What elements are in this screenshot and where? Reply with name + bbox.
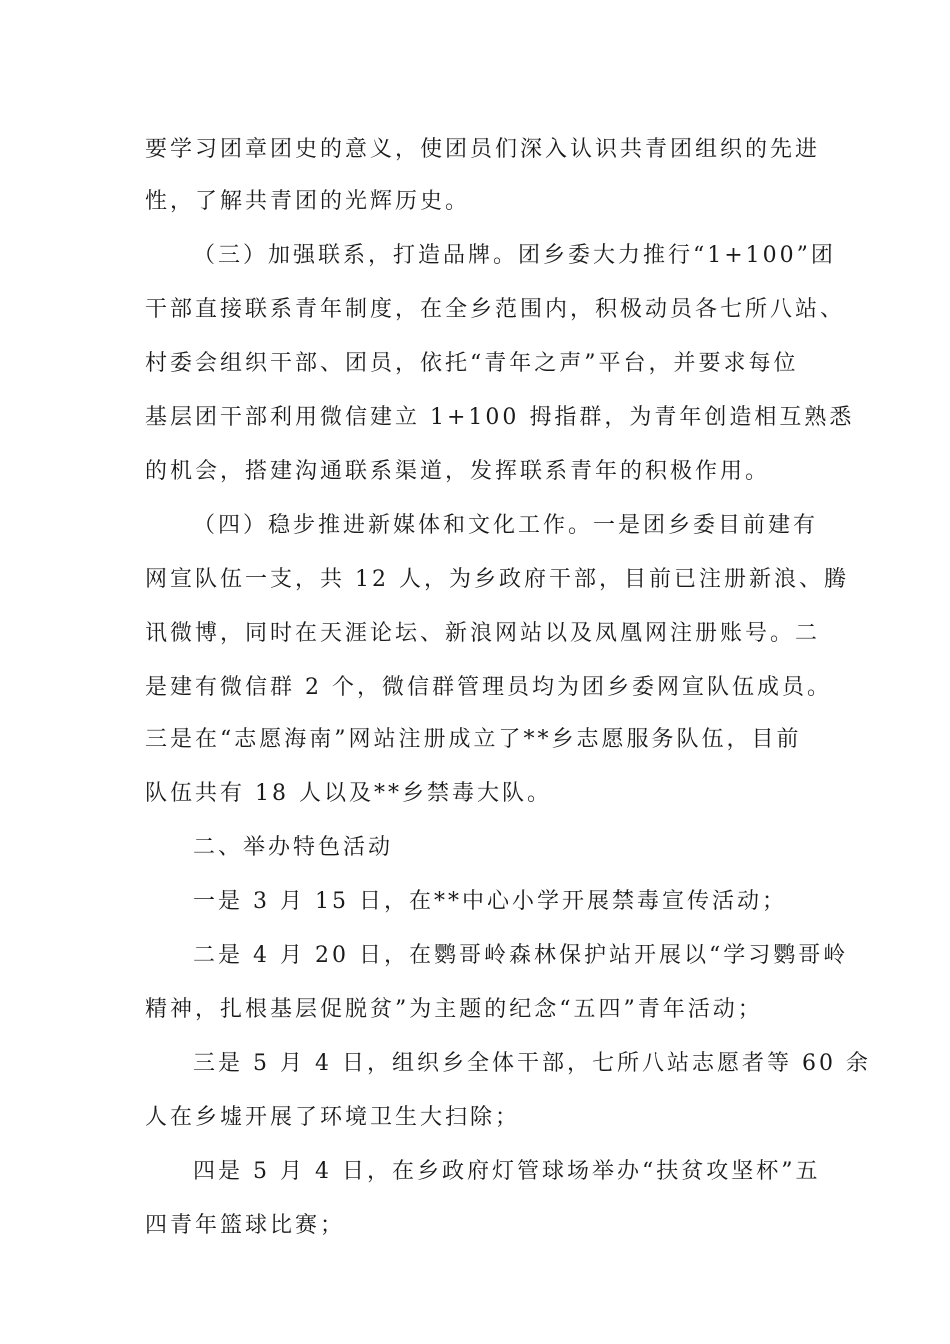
list-item-line: 二是 4 月 20 日，在鹦哥岭森林保护站开展以“学习鹦哥岭 (193, 943, 849, 968)
section-title: 二、举办特色活动 (193, 835, 394, 860)
paragraph-line: 四青年篮球比赛； (145, 1213, 346, 1238)
paragraph-line: 讯微博，同时在天涯论坛、新浪网站以及凤凰网注册账号。二 (145, 621, 821, 646)
section-heading-line: （三）加强联系，打造品牌。团乡委大力推行“1+100”团 (193, 243, 836, 268)
paragraph-line: 基层团干部利用微信建立 1+100 拇指群，为青年创造相互熟悉 (145, 405, 855, 430)
paragraph-line: 精神，扎根基层促脱贫”为主题的纪念“五四”青年活动； (145, 997, 763, 1022)
paragraph-line: 网宣队伍一支，共 12 人，为乡政府干部，目前已注册新浪、腾 (145, 567, 849, 592)
paragraph-line: 的机会，搭建沟通联系渠道，发挥联系青年的积极作用。 (145, 459, 771, 484)
paragraph-line: 性，了解共青团的光辉历史。 (145, 189, 471, 214)
list-item-line: 四是 5 月 4 日，在乡政府灯管球场举办“扶贫攻坚杯”五 (193, 1159, 821, 1184)
paragraph-line: 要学习团章团史的意义，使团员们深入认识共青团组织的先进 (145, 137, 821, 162)
list-item-line: 一是 3 月 15 日，在**中心小学开展禁毒宣传活动； (193, 889, 787, 914)
section-heading-line: （四）稳步推进新媒体和文化工作。一是团乡委目前建有 (193, 513, 819, 538)
paragraph-line: 干部直接联系青年制度，在全乡范围内，积极动员各七所八站、 (145, 297, 846, 322)
paragraph-line: 村委会组织干部、团员，依托“青年之声”平台，并要求每位 (145, 351, 799, 376)
paragraph-line: 是建有微信群 2 个，微信群管理员均为团乡委网宣队伍成员。 (145, 675, 832, 700)
paragraph-line: 队伍共有 18 人以及**乡禁毒大队。 (145, 781, 552, 806)
list-item-line: 三是 5 月 4 日，组织乡全体干部，七所八站志愿者等 60 余 (193, 1051, 871, 1076)
paragraph-line: 人在乡墟开展了环境卫生大扫除； (145, 1105, 521, 1130)
paragraph-line: 三是在“志愿海南”网站注册成立了**乡志愿服务队伍，目前 (145, 727, 802, 752)
